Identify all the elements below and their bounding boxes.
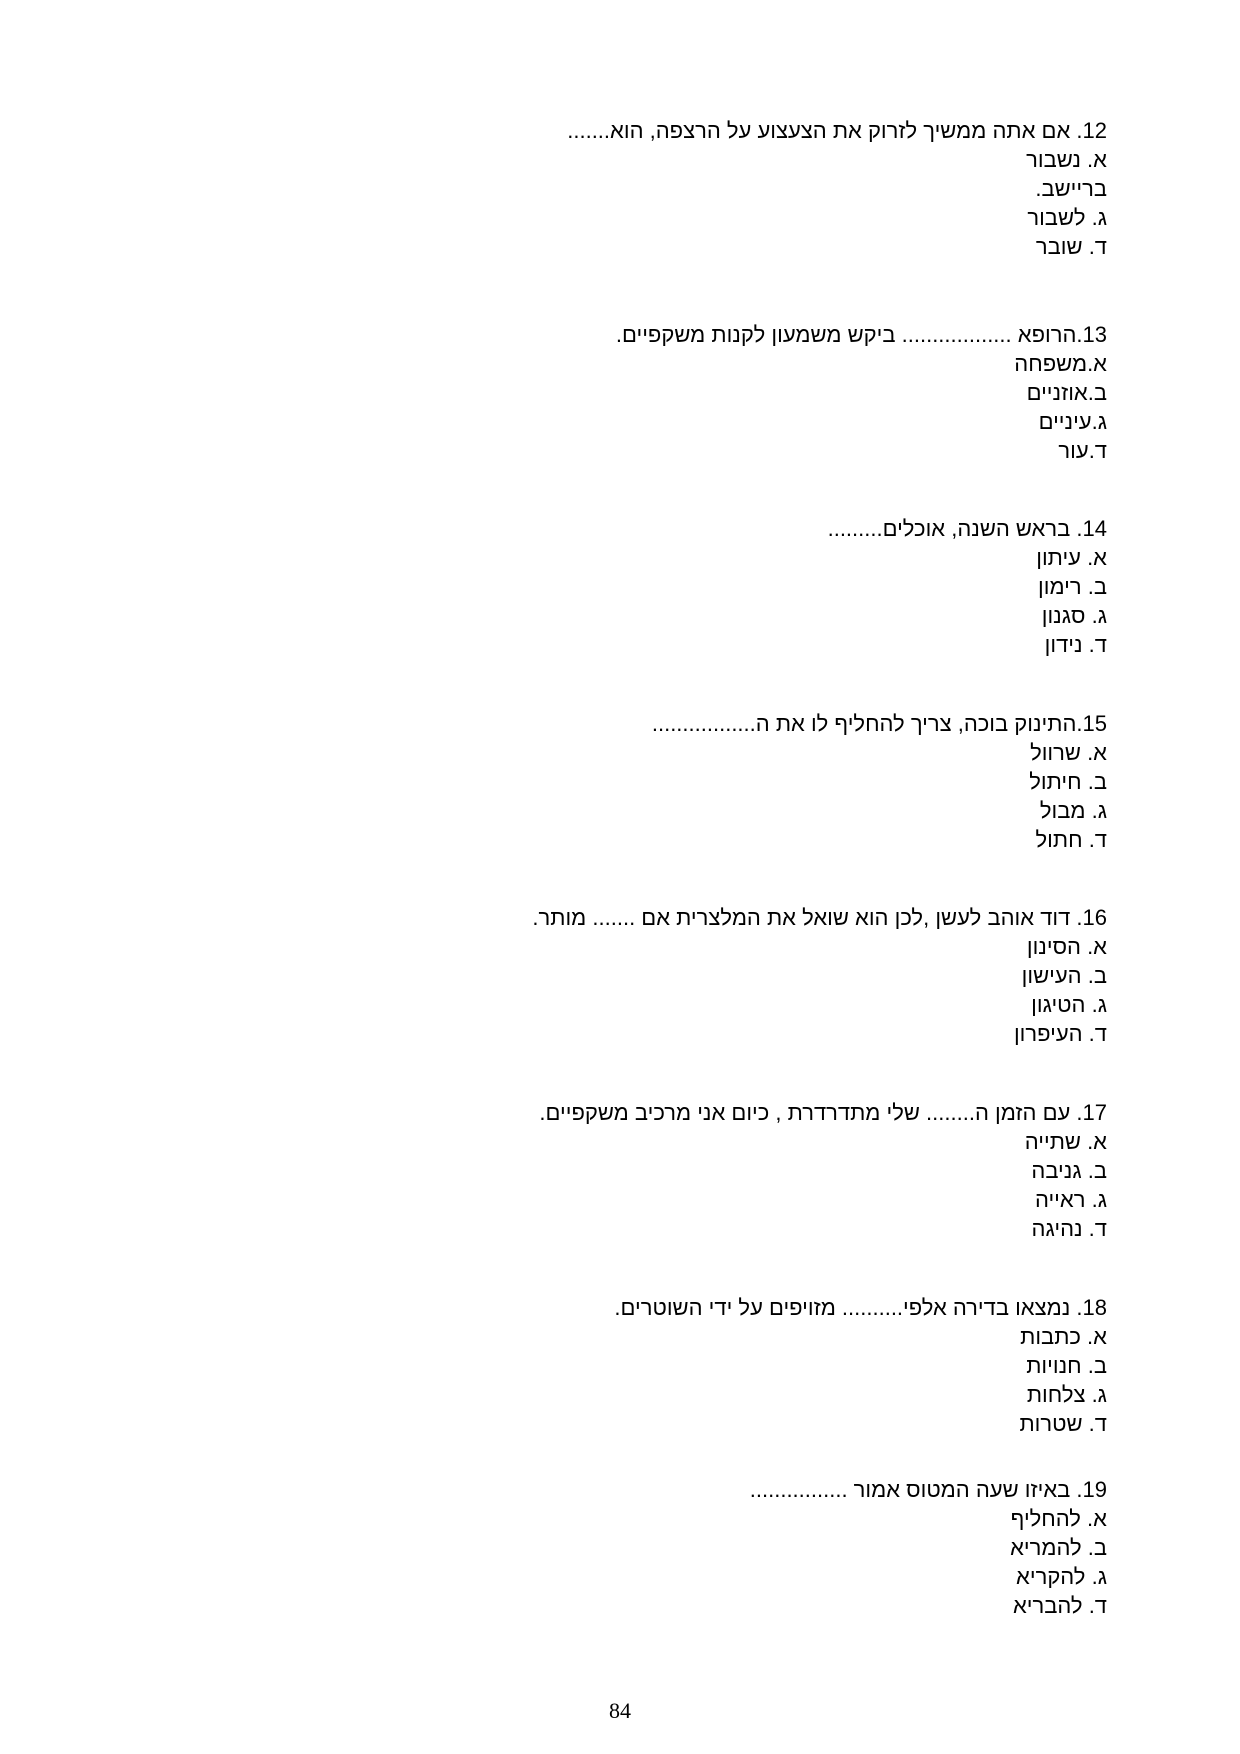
question-text: 13.הרופא .................. ביקש משמעון לקנות משקפיים. — [615, 322, 1107, 347]
option-a: א. נשבור — [1026, 147, 1107, 172]
page-number: 84 — [609, 1698, 631, 1723]
option-d: ד. העיפרון — [1013, 1021, 1107, 1046]
option-b: ב. חיתול — [1029, 769, 1107, 794]
option-b: ב. גניבה — [1031, 1158, 1107, 1183]
question-12 — [307, 116, 1107, 261]
option-c: ג. לשבור — [1027, 205, 1107, 230]
option-a: א. הסינון — [1026, 934, 1107, 959]
option-d: ד. חתול — [1035, 827, 1107, 852]
option-a: א.משפחה — [1014, 351, 1107, 376]
option-d: ד. להבריא — [1012, 1593, 1107, 1618]
option-c: ג. סגנון — [1041, 603, 1107, 628]
option-d: ד. נהיגה — [1031, 1216, 1107, 1241]
question-text: 12. אם אתה ממשיך לזרוק את הצעצוע על הרצפה, הוא....... — [567, 118, 1107, 143]
question-text: 15.התינוק בוכה, צריך להחליף לו את ה................. — [651, 711, 1107, 736]
option-c: ג. צלחות — [1026, 1382, 1107, 1407]
option-d: ד. שטרות — [1019, 1411, 1107, 1436]
question-13 — [307, 320, 1107, 465]
question-19 — [307, 1475, 1107, 1620]
option-d: ד. נידון — [1044, 632, 1107, 657]
option-c: ג. ראייה — [1034, 1187, 1107, 1212]
option-a: א. שתייה — [1024, 1129, 1107, 1154]
option-a: א. עיתון — [1036, 545, 1107, 570]
question-text: 16. דוד אוהב לעשן ,לכן הוא שואל את המלצרית אם ....... מותר. — [532, 905, 1107, 930]
question-15 — [307, 709, 1107, 854]
question-18 — [307, 1293, 1107, 1438]
question-17 — [307, 1098, 1107, 1243]
option-b: ב. להמריא — [1010, 1535, 1107, 1560]
option-a: א. שרוול — [1030, 740, 1107, 765]
option-a: א. כתבות — [1020, 1324, 1107, 1349]
question-text: 19. באיזו שעה המטוס אמור ................ — [749, 1477, 1107, 1502]
option-b: ב. העישון — [1021, 963, 1107, 988]
option-b: בריישב. — [1035, 176, 1107, 201]
option-b: ב.אוזניים — [1026, 380, 1107, 405]
option-d: ד. שובר — [1035, 234, 1107, 259]
question-14 — [307, 514, 1107, 659]
option-a: א. להחליף — [1010, 1506, 1107, 1531]
option-c: ג. להקריא — [1016, 1564, 1107, 1589]
question-text: 18. נמצאו בדירה אלפי.......... מזויפים על ידי השוטרים. — [614, 1295, 1107, 1320]
option-b: ב. חנויות — [1026, 1353, 1107, 1378]
option-c: ג. הטיגון — [1031, 992, 1107, 1017]
option-c: ג. מבול — [1039, 798, 1107, 823]
option-d: ד.עור — [1058, 438, 1107, 463]
option-b: ב. רימון — [1038, 574, 1107, 599]
question-text: 14. בראש השנה, אוכלים......... — [827, 516, 1107, 541]
question-16 — [307, 903, 1107, 1048]
question-text: 17. עם הזמן ה........ שלי מתדרדרת , כיום אני מרכיב משקפיים. — [539, 1100, 1107, 1125]
option-c: ג.עיניים — [1038, 409, 1107, 434]
